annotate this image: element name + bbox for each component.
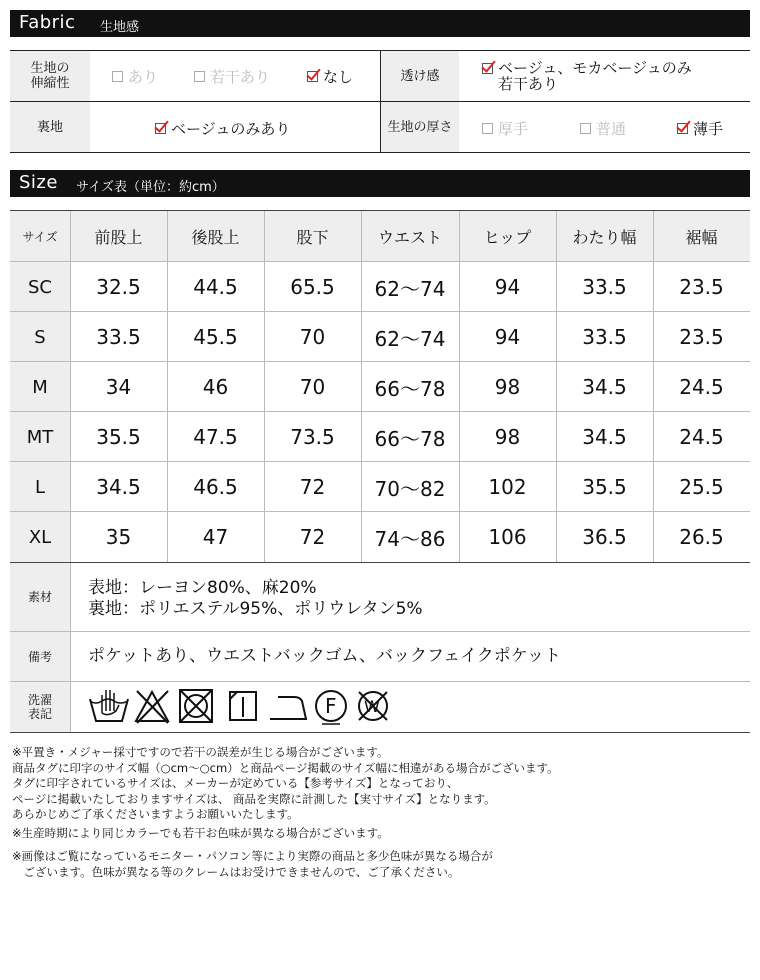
size-value-cell: 35 — [105, 525, 132, 549]
checked-checkbox-icon — [155, 123, 166, 134]
size-table-header-cell: ヒップ — [459, 211, 556, 261]
size-table-row — [10, 311, 750, 362]
size-table-row — [10, 261, 750, 312]
checked-checkbox-icon — [677, 123, 688, 134]
checkbox-icon — [112, 71, 123, 82]
size-value-cell: 35.5 — [96, 425, 141, 449]
size-value-cell: 74〜86 — [374, 526, 446, 551]
care-label: 洗濯 表記 — [10, 682, 70, 732]
transparency-value: ベージュ、モカベージュのみ 若干あり — [482, 60, 692, 92]
size-value-cell: 106 — [488, 525, 527, 549]
size-value-cell: 32.5 — [96, 275, 141, 299]
size-value-cell: 34.5 — [96, 475, 141, 499]
fabric-title-en: Fabric — [19, 12, 76, 33]
size-value-cell: 33.5 — [96, 325, 141, 349]
no-bleach-icon — [136, 691, 168, 723]
size-value-cell: 34.5 — [582, 375, 627, 399]
checkbox-icon — [580, 123, 591, 134]
size-value-cell: 62〜74 — [374, 326, 446, 351]
size-value-cell: 46 — [202, 375, 229, 399]
size-table-header-cell: 股下 — [264, 211, 361, 261]
notes — [12, 745, 559, 880]
size-label-cell: SC — [10, 262, 70, 312]
lining-value: ベージュのみあり — [155, 118, 290, 139]
size-value-cell: 94 — [494, 275, 521, 299]
size-table-header-row — [10, 211, 750, 261]
thickness-option-normal: 普通 — [580, 118, 626, 139]
dry-clean-f-icon — [316, 691, 346, 724]
wet-clean-letter: W — [364, 697, 380, 716]
size-table-header-cell: サイズ — [10, 211, 70, 261]
size-value-cell: 46.5 — [193, 475, 238, 499]
size-value-cell: 44.5 — [193, 275, 238, 299]
stretch-label: 生地の 伸縮性 — [10, 51, 90, 101]
size-value-cell: 65.5 — [290, 275, 335, 299]
fabric-title-jp: 生地感 — [100, 20, 140, 35]
remarks-value: ポケットあり、ウエストバックゴム、バックフェイクポケット — [88, 646, 561, 666]
size-table-row — [10, 411, 750, 462]
size-value-cell: 24.5 — [679, 425, 724, 449]
stretch-option-yes: あり — [112, 66, 158, 87]
size-label-cell: MT — [10, 412, 70, 462]
size-value-cell: 98 — [494, 425, 521, 449]
remarks-label: 備考 — [10, 632, 70, 681]
stretch-option-none: なし — [307, 66, 353, 87]
size-label-cell: L — [10, 462, 70, 512]
size-table-header-cell: 後股上 — [167, 211, 264, 261]
note-line: ページに掲載いたしておりますサイズは、 商品を実際に計測した【実寸サイズ】となります。 — [12, 791, 496, 806]
size-value-cell: 23.5 — [679, 325, 724, 349]
size-value-cell: 26.5 — [679, 525, 724, 549]
iron-low-icon — [270, 697, 306, 719]
size-value-cell: 70 — [299, 325, 326, 349]
size-value-cell: 98 — [494, 375, 521, 399]
note-line: ございます。色味が異なる等のクレームはお受けできませんので、ご了承ください。 — [12, 864, 460, 879]
size-value-cell: 102 — [488, 475, 527, 499]
stretch-option-slight: 若干あり — [194, 66, 270, 87]
size-value-cell: 34 — [105, 375, 132, 399]
checkbox-icon — [194, 71, 205, 82]
size-value-cell: 25.5 — [679, 475, 724, 499]
info-table — [10, 562, 750, 733]
size-value-cell: 23.5 — [679, 275, 724, 299]
size-value-cell: 70〜82 — [374, 476, 446, 501]
size-value-cell: 70 — [299, 375, 326, 399]
size-value-cell: 47 — [202, 525, 229, 549]
size-label-cell: M — [10, 362, 70, 412]
note-line: 商品タグに印字のサイズ幅（○cm〜○cm）と商品ページ掲載のサイズ幅に相違がある場合がございます。 — [12, 760, 559, 775]
material-value: 表地：レーヨン80%、麻20% 裏地：ポリエステル95%、ポリウレタン5% — [88, 578, 423, 619]
size-label-cell: S — [10, 312, 70, 362]
note-line: あらかじめご了承くださいますようお願いいたします。 — [12, 807, 299, 821]
dry-clean-letter: F — [325, 694, 337, 718]
size-value-cell: 33.5 — [582, 275, 627, 299]
no-tumble-dry-icon — [180, 690, 212, 722]
checked-checkbox-icon — [482, 63, 493, 74]
thickness-option-thick: 厚手 — [482, 118, 528, 139]
fabric-section-header — [10, 10, 750, 37]
size-value-cell: 72 — [299, 525, 326, 549]
no-wet-clean-icon — [359, 692, 387, 720]
transparency-label: 透け感 — [381, 51, 459, 101]
fabric-table — [10, 50, 750, 153]
size-table-header-cell: ウエスト — [361, 211, 459, 261]
note-line: ※生産時期により同じカラーでも若干お色味が異なる場合がございます。 — [12, 825, 389, 840]
size-table-header-cell: 裾幅 — [653, 211, 750, 261]
lining-label: 裏地 — [10, 102, 90, 152]
size-value-cell: 24.5 — [679, 375, 724, 399]
thickness-label: 生地の厚さ — [381, 102, 459, 152]
size-value-cell: 34.5 — [582, 425, 627, 449]
size-table-row — [10, 461, 750, 512]
size-value-cell: 62〜74 — [374, 276, 446, 301]
material-label: 素材 — [10, 563, 70, 631]
care-symbols — [88, 687, 398, 725]
size-value-cell: 94 — [494, 325, 521, 349]
hand-wash-icon — [90, 690, 128, 721]
size-value-cell: 45.5 — [193, 325, 238, 349]
size-title-jp: サイズ表（単位：約cm） — [76, 180, 225, 195]
size-table-header-cell: わたり幅 — [556, 211, 653, 261]
size-table — [10, 210, 750, 563]
size-table-header-cell: 前股上 — [70, 211, 167, 261]
note-line: ※画像はご覧になっているモニター・パソコン等により実際の商品と多少色味が異なる場合が — [12, 849, 493, 863]
size-value-cell: 66〜78 — [374, 426, 446, 451]
size-value-cell: 36.5 — [582, 525, 627, 549]
size-value-cell: 66〜78 — [374, 376, 446, 401]
size-value-cell: 33.5 — [582, 325, 627, 349]
size-section-header — [10, 170, 750, 197]
size-table-row — [10, 361, 750, 412]
thickness-option-thin: 薄手 — [677, 118, 723, 139]
size-value-cell: 73.5 — [290, 425, 335, 449]
checkbox-icon — [482, 123, 493, 134]
size-title-en: Size — [19, 172, 58, 193]
note-line: タグに印字されているサイズは、メーカーが定めている【参考サイズ】となっており、 — [12, 776, 459, 790]
checked-checkbox-icon — [307, 71, 318, 82]
size-value-cell: 47.5 — [193, 425, 238, 449]
size-value-cell: 35.5 — [582, 475, 627, 499]
size-label-cell: XL — [10, 512, 70, 562]
size-table-row — [10, 511, 750, 562]
drip-dry-shade-icon — [230, 692, 256, 720]
size-value-cell: 72 — [299, 475, 326, 499]
note-line: ※平置き・メジャー採寸ですので若干の誤差が生じる場合がございます。 — [12, 745, 389, 759]
